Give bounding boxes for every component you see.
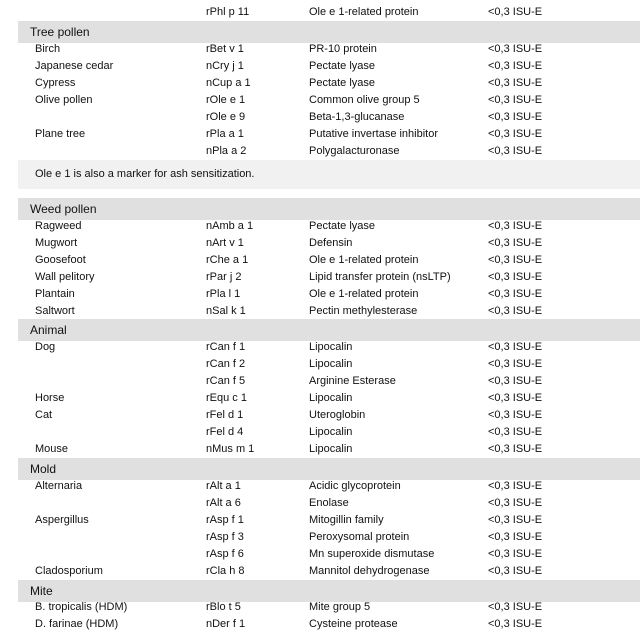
table-row [0, 92, 640, 109]
section-header-animal [18, 319, 640, 341]
result-value: <0,3 ISU-E [488, 497, 543, 509]
allergen-component: rPhl p 11 [206, 6, 250, 18]
table-row [0, 126, 640, 143]
table-row [0, 303, 640, 320]
protein-family: Putative invertase inhibitor [309, 128, 439, 140]
allergen-source: B. tropicalis (HDM) [35, 601, 128, 613]
table-row [0, 390, 640, 407]
result-value: <0,3 ISU-E [488, 305, 543, 317]
protein-family: Peroxysomal protein [309, 531, 410, 543]
table-row [0, 4, 640, 21]
protein-family: Pectate lyase [309, 220, 376, 232]
table-row [0, 407, 640, 424]
allergen-component: rFel d 4 [206, 426, 244, 438]
protein-family: Common olive group 5 [309, 94, 420, 106]
section-title: Tree pollen [30, 25, 90, 39]
result-value: <0,3 ISU-E [488, 271, 543, 283]
allergen-component: rPar j 2 [206, 271, 242, 283]
allergen-component: rBlo t 5 [206, 601, 241, 613]
protein-family: PR-10 protein [309, 43, 377, 55]
allergen-component: nSal k 1 [206, 305, 246, 317]
result-value: <0,3 ISU-E [488, 220, 543, 232]
result-value: <0,3 ISU-E [488, 531, 543, 543]
allergen-component: nAmb a 1 [206, 220, 254, 232]
protein-family: Ole e 1-related protein [309, 288, 419, 300]
table-row [0, 529, 640, 546]
allergen-component: rPla l 1 [206, 288, 241, 300]
protein-family: Cysteine protease [309, 618, 398, 630]
allergen-component: nDer f 1 [206, 618, 246, 630]
result-value: <0,3 ISU-E [488, 601, 543, 613]
section-title: Mold [30, 462, 57, 476]
table-row [0, 616, 640, 633]
table-row [0, 218, 640, 235]
table-row [0, 109, 640, 126]
allergen-component: nArt v 1 [206, 237, 244, 249]
note-text: Ole e 1 is also a marker for ash sensitization. [35, 168, 255, 180]
protein-family: Lipocalin [309, 392, 353, 404]
allergen-component: rBet v 1 [206, 43, 244, 55]
table-row [0, 599, 640, 616]
allergen-source: Wall pelitory [35, 271, 95, 283]
protein-family: Lipocalin [309, 358, 353, 370]
protein-family: Defensin [309, 237, 353, 249]
table-row [0, 286, 640, 303]
result-value: <0,3 ISU-E [488, 341, 543, 353]
allergen-component: rAlt a 6 [206, 497, 241, 509]
result-value: <0,3 ISU-E [488, 77, 543, 89]
allergen-source: Horse [35, 392, 65, 404]
allergen-component: rAsp f 6 [206, 548, 244, 560]
protein-family: Pectin methylesterase [309, 305, 418, 317]
result-value: <0,3 ISU-E [488, 618, 543, 630]
allergen-source: Aspergillus [35, 514, 89, 526]
protein-family: Enolase [309, 497, 349, 509]
allergen-source: Mouse [35, 443, 69, 455]
table-row [0, 424, 640, 441]
result-value: <0,3 ISU-E [488, 565, 543, 577]
table-row [0, 58, 640, 75]
allergen-component: rAlt a 1 [206, 480, 241, 492]
allergen-source: Plane tree [35, 128, 86, 140]
allergen-component: rPla a 1 [206, 128, 244, 140]
section-header-tree-pollen [18, 21, 640, 43]
protein-family: Mn superoxide dismutase [309, 548, 435, 560]
table-row [0, 252, 640, 269]
allergen-source: Dog [35, 341, 56, 353]
allergen-source: Olive pollen [35, 94, 93, 106]
protein-family: Lipocalin [309, 341, 353, 353]
result-value: <0,3 ISU-E [488, 426, 543, 438]
allergen-source: Cladosporium [35, 565, 103, 577]
protein-family: Mannitol dehydrogenase [309, 565, 430, 577]
result-value: <0,3 ISU-E [488, 43, 543, 55]
protein-family: Lipocalin [309, 443, 353, 455]
allergen-source: Cypress [35, 77, 76, 89]
table-row [0, 441, 640, 458]
allergen-component: rChe a 1 [206, 254, 249, 266]
allergen-source: Mugwort [35, 237, 78, 249]
protein-family: Polygalacturonase [309, 145, 400, 157]
allergen-component: nMus m 1 [206, 443, 255, 455]
table-row [0, 478, 640, 495]
allergen-source: Japanese cedar [35, 60, 114, 72]
table-row [0, 356, 640, 373]
result-value: <0,3 ISU-E [488, 392, 543, 404]
section-title: Animal [30, 323, 67, 337]
protein-family: Lipocalin [309, 426, 353, 438]
table-row [0, 495, 640, 512]
allergen-source: Goosefoot [35, 254, 86, 266]
allergen-component: nPla a 2 [206, 145, 247, 157]
allergen-source: Alternaria [35, 480, 83, 492]
protein-family: Ole e 1-related protein [309, 254, 419, 266]
table-row [0, 41, 640, 58]
allergen-component: nCry j 1 [206, 60, 244, 72]
allergen-component: rEqu c 1 [206, 392, 247, 404]
table-row [0, 512, 640, 529]
result-value: <0,3 ISU-E [488, 254, 543, 266]
result-value: <0,3 ISU-E [488, 514, 543, 526]
allergen-component: nCup a 1 [206, 77, 251, 89]
result-value: <0,3 ISU-E [488, 480, 543, 492]
table-row [0, 633, 640, 640]
protein-family: Beta-1,3-glucanase [309, 111, 405, 123]
section-title: Weed pollen [30, 202, 97, 216]
section-note [18, 160, 640, 189]
protein-family: Arginine Esterase [309, 375, 396, 387]
result-value: <0,3 ISU-E [488, 111, 543, 123]
table-row [0, 563, 640, 580]
allergen-component: rCan f 5 [206, 375, 246, 387]
result-value: <0,3 ISU-E [488, 94, 543, 106]
result-value: <0,3 ISU-E [488, 443, 543, 455]
result-value: <0,3 ISU-E [488, 128, 543, 140]
protein-family: Mitogillin family [309, 514, 384, 526]
protein-family: Ole e 1-related protein [309, 6, 419, 18]
result-value: <0,3 ISU-E [488, 6, 543, 18]
allergen-source: Plantain [35, 288, 75, 300]
table-row [0, 339, 640, 356]
allergen-component: rFel d 1 [206, 409, 244, 421]
table-row [0, 269, 640, 286]
result-value: <0,3 ISU-E [488, 409, 543, 421]
result-value: <0,3 ISU-E [488, 375, 543, 387]
table-row [0, 373, 640, 390]
allergen-component: rOle e 9 [206, 111, 246, 123]
result-value: <0,3 ISU-E [488, 145, 543, 157]
allergen-component: rCan f 2 [206, 358, 246, 370]
protein-family: Uteroglobin [309, 409, 366, 421]
table-row [0, 546, 640, 563]
table-row [0, 0, 640, 3]
allergen-source: Cat [35, 409, 53, 421]
table-row [0, 143, 640, 160]
protein-family: Pectate lyase [309, 60, 376, 72]
result-value: <0,3 ISU-E [488, 60, 543, 72]
result-value: <0,3 ISU-E [488, 548, 543, 560]
result-value: <0,3 ISU-E [488, 288, 543, 300]
section-header-mold [18, 458, 640, 480]
protein-family: Acidic glycoprotein [309, 480, 401, 492]
allergen-component: rCan f 1 [206, 341, 246, 353]
protein-family: Mite group 5 [309, 601, 371, 613]
allergen-source: Birch [35, 43, 61, 55]
section-title: Mite [30, 584, 53, 598]
protein-family: Pectate lyase [309, 77, 376, 89]
protein-family: Lipid transfer protein (nsLTP) [309, 271, 451, 283]
allergen-source: Ragweed [35, 220, 82, 232]
allergen-component: rAsp f 3 [206, 531, 244, 543]
table-row [0, 235, 640, 252]
table-row [0, 75, 640, 92]
section-header-weed-pollen [18, 198, 640, 220]
result-value: <0,3 ISU-E [488, 237, 543, 249]
allergen-component: rAsp f 1 [206, 514, 244, 526]
allergen-component: rOle e 1 [206, 94, 246, 106]
result-value: <0,3 ISU-E [488, 358, 543, 370]
allergen-source: D. farinae (HDM) [35, 618, 119, 630]
allergen-source: Saltwort [35, 305, 75, 317]
allergen-component: rCla h 8 [206, 565, 245, 577]
